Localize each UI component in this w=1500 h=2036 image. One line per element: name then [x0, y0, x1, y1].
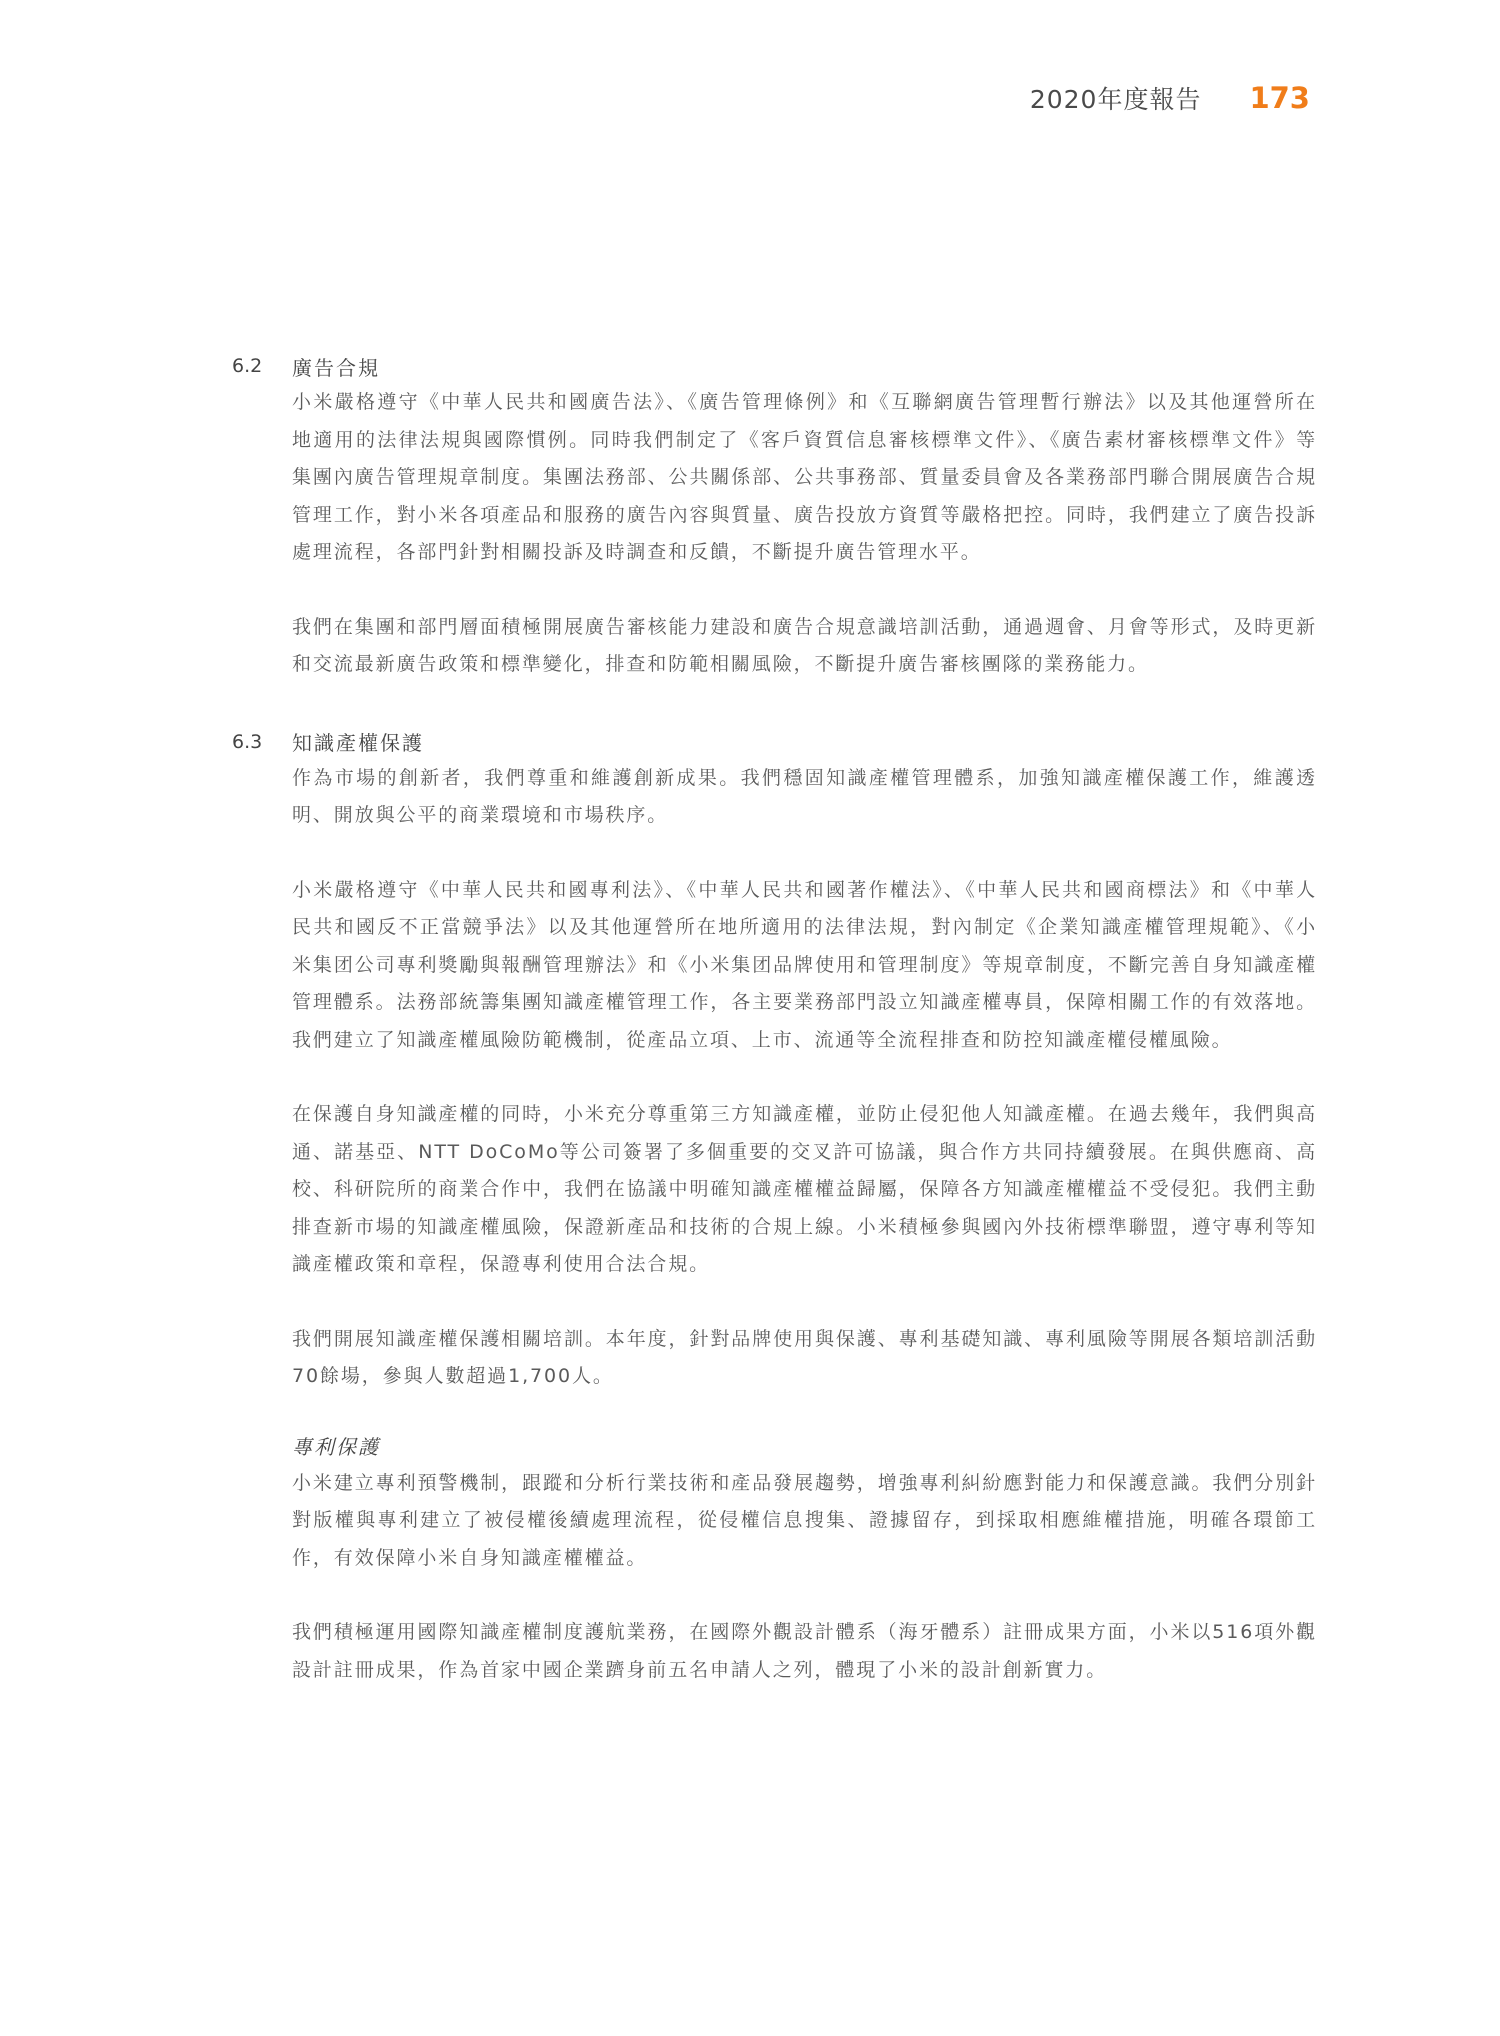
paragraph: 小米嚴格遵守《中華人民共和國專利法》、《中華人民共和國著作權法》、《中華人民共和國商標法》和《中華人民共和國反不正當競爭法》以及其他運營所在地所適用的法律法規，對內制定《企業知識產權管理規範》、《小米集团公司專利獎勵與報酬管理辦法》和《小米集团品牌使用和管理制度》等規章制度，不斷完善自身知識產權管理體系。法務部統籌集團知識產權管理工作，各主要業務部門設立知識產權專員，保障相關工作的有效落地。我們建立了知識產權風險防範機制，從產品立項、上市、流通等全流程排查和防控知識產權侵權風險。 [292, 878, 1317, 1051]
section-ip-protection [232, 724, 1322, 1690]
page-number: 173 [1249, 81, 1310, 115]
page-header [1030, 80, 1310, 116]
section-header [232, 348, 1322, 384]
section-title: 知識產權保護 [292, 731, 424, 755]
subsection-title: 專利保護 [292, 1434, 380, 1459]
paragraph: 作為市場的創新者，我們尊重和維護創新成果。我們穩固知識產權管理體系，加強知識產權保護工作，維護透明、開放與公平的商業環境和市場秩序。 [292, 766, 1317, 826]
section-body [292, 760, 1317, 1690]
paragraph: 小米嚴格遵守《中華人民共和國廣告法》、《廣告管理條例》和《互聯網廣告管理暫行辦法》以及其他運營所在地適用的法律法規與國際慣例。同時我們制定了《客戶資質信息審核標準文件》、《廣告素材審核標準文件》等集團內廣告管理規章制度。集團法務部、公共關係部、公共事務部、質量委員會及各業務部門聯合開展廣告合規管理工作，對小米各項產品和服務的廣告內容與質量、廣告投放方資質等嚴格把控。同時，我們建立了廣告投訴處理流程，各部門針對相關投訴及時調查和反饋，不斷提升廣告管理水平。 [292, 391, 1317, 563]
section-advertising-compliance [232, 348, 1322, 684]
paragraph: 我們開展知識產權保護相關培訓。本年度，針對品牌使用與保護、專利基礎知識、專利風險等開展各類培訓活動70餘場，參與人數超過1,700人。 [292, 1327, 1317, 1387]
paragraph: 我們在集團和部門層面積極開展廣告審核能力建設和廣告合規意識培訓活動，通過週會、月會等形式，及時更新和交流最新廣告政策和標準變化，排查和防範相關風險，不斷提升廣告審核團隊的業務能力。 [292, 615, 1317, 675]
section-number: 6.2 [232, 355, 263, 377]
section-number: 6.3 [232, 730, 263, 753]
paragraph: 在保護自身知識產權的同時，小米充分尊重第三方知識產權，並防止侵犯他人知識產權。在過去幾年，我們與高通、諾基亞、NTT DoCoMo等公司簽署了多個重要的交叉許可協議，與合作方共同持續發展。在與供應商、高校、科研院所的商業合作中，我們在協議中明確知識產權權益歸屬，保障各方知識產權權益不受侵犯。我們主動排查新市場的知識產權風險，保證新產品和技術的合規上線。小米積極參與國內外技術標準聯盟，遵守專利等知識產權政策和章程，保證專利使用合法合規。 [292, 1103, 1317, 1275]
section-header [232, 724, 1322, 760]
paragraph: 小米建立專利預警機制，跟蹤和分析行業技術和產品發展趨勢，增強專利糾紛應對能力和保護意識。我們分別針對版權與專利建立了被侵權後續處理流程，從侵權信息搜集、證據留存，到採取相應維權措施，明確各環節工作，有效保障小米自身知識產權權益。 [292, 1471, 1317, 1569]
section-body [292, 384, 1317, 684]
report-title: 2020年度報告 [1029, 85, 1202, 114]
section-title: 廣告合規 [292, 355, 380, 380]
page-content [232, 348, 1322, 1689]
paragraph: 我們積極運用國際知識產權制度護航業務，在國際外觀設計體系（海牙體系）註冊成果方面，小米以516項外觀設計註冊成果，作為首家中國企業躋身前五名申請人之列，體現了小米的設計創新實力。 [292, 1621, 1317, 1681]
